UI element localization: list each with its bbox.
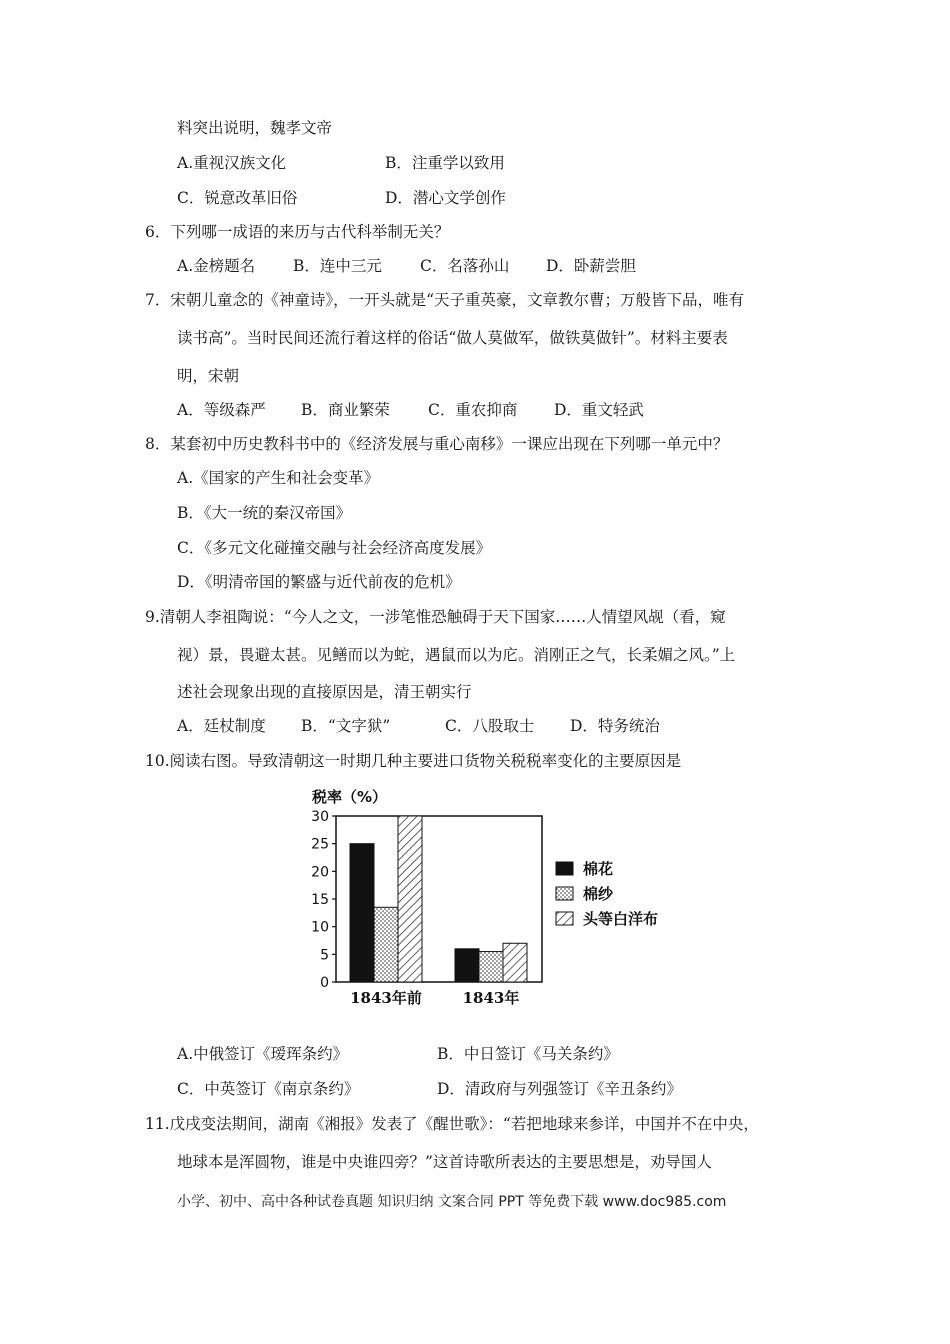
q10-option-c: C．中英签订《南京条约》	[177, 1080, 360, 1098]
q5-option-c: C．锐意改革旧俗	[177, 189, 298, 207]
q9-stem-line-2: 视）景，畏避太甚。见鳝而以为蛇，遇鼠而以为庀。消刚正之气，长柔媚之风。”上	[177, 646, 736, 664]
bar	[479, 952, 503, 982]
q9-stem-line-3: 述社会现象出现的直接原因是，清王朝实行	[177, 683, 472, 701]
q10-option-a: A.中俄签订《瑷珲条约》	[177, 1045, 349, 1063]
legend-swatch	[556, 862, 573, 875]
q9-option-d: D．特务统治	[570, 717, 660, 735]
legend-label: 棉花	[583, 860, 614, 878]
q6-option-a: A.金榜题名	[177, 257, 256, 275]
q5-option-d: D．潜心文学创作	[385, 189, 506, 207]
bar	[350, 844, 374, 982]
legend-label: 头等白洋布	[583, 910, 659, 928]
legend-swatch	[556, 912, 573, 925]
q6-option-b: B．连中三元	[293, 257, 382, 275]
x-category-label: 1843年	[462, 989, 520, 1007]
legend-swatch	[556, 887, 573, 900]
bar	[455, 949, 479, 982]
q7-option-d: D．重文轻武	[554, 401, 644, 419]
q5-option-a: A.重视汉族文化	[177, 154, 287, 172]
q5-stem-continuation: 料突出说明，魏孝文帝	[177, 119, 333, 137]
y-tick-label: 15	[311, 892, 329, 908]
q6-option-d: D．卧薪尝胆	[546, 257, 636, 275]
q10-option-b: B．中日签订《马关条约》	[437, 1045, 619, 1063]
x-category-label: 1843年前	[350, 989, 422, 1007]
q10-stem: 10.阅读右图。导致清朝这一时期几种主要进口货物关税税率变化的主要原因是	[145, 752, 682, 770]
q11-stem-line-2: 地球本是浑圆物，谁是中央谁四旁？”这首诗歌所表达的主要思想是，劝导国人	[177, 1153, 712, 1171]
legend-label: 棉纱	[583, 885, 614, 903]
q9-option-b: B．“文字狱”	[301, 717, 391, 735]
bar	[503, 943, 527, 982]
q8-stem: 8．某套初中历史教科书中的《经济发展与重心南移》一课应出现在下列哪一单元中？	[145, 435, 729, 453]
q8-option-d: D．《明清帝国的繁盛与近代前夜的危机》	[177, 573, 461, 591]
q9-option-a: A．廷杖制度	[177, 717, 266, 735]
y-tick-label: 0	[320, 975, 329, 991]
q6-stem: 6．下列哪一成语的来历与古代科举制无关？	[145, 223, 450, 241]
q8-option-c: C．《多元文化碰撞交融与社会经济高度发展》	[177, 539, 492, 557]
q11-stem-line-1: 11.戊戌变法期间，湖南《湘报》发表了《醒世歌》：“若把地球来参详，中国并不在中央，	[145, 1115, 759, 1133]
q7-option-b: B．商业繁荣	[301, 401, 390, 419]
q6-option-c: C．名落孙山	[420, 257, 510, 275]
bar	[374, 907, 398, 982]
q8-option-a: A.《国家的产生和社会变革》	[177, 469, 380, 487]
q7-stem-line-3: 明，宋朝	[177, 367, 240, 385]
tariff-rate-bar-chart	[300, 780, 690, 1015]
y-tick-label: 5	[320, 947, 329, 964]
q7-option-c: C．重农抑商	[428, 401, 518, 419]
q10-option-d: D．清政府与列强签订《辛丑条约》	[437, 1080, 682, 1098]
y-tick-label: 25	[311, 836, 329, 853]
q5-option-b: B．注重学以致用	[385, 154, 505, 172]
q7-stem-line-2: 读书高”。当时民间还流行着这样的俗话“做人莫做军，做铁莫做针”。材料主要表	[177, 329, 728, 347]
footer-text: 小学、初中、高中各种试卷真题 知识归纳 文案合同 PPT 等免费下载 www.doc985.com	[177, 1194, 727, 1210]
y-tick-label: 10	[311, 919, 329, 936]
y-axis-label: 税率（%）	[312, 788, 388, 806]
y-tick-label: 20	[311, 864, 329, 881]
q8-option-b: B．《大一统的秦汉帝国》	[177, 504, 352, 522]
q9-option-c: C．八股取士	[445, 717, 535, 735]
q7-stem-line-1: 7．宋朝儿童念的《神童诗》，一开头就是“天子重英豪，文章教尔曹；万般皆下品，唯有	[145, 291, 745, 309]
y-tick-label: 30	[311, 809, 329, 825]
q7-option-a: A．等级森严	[177, 401, 266, 419]
q9-stem-line-1: 9.清朝人李祖陶说：“今人之文，一涉笔惟恐触碍于天下国家……人情望风觇（看，窥	[145, 608, 726, 626]
bar	[398, 816, 422, 982]
